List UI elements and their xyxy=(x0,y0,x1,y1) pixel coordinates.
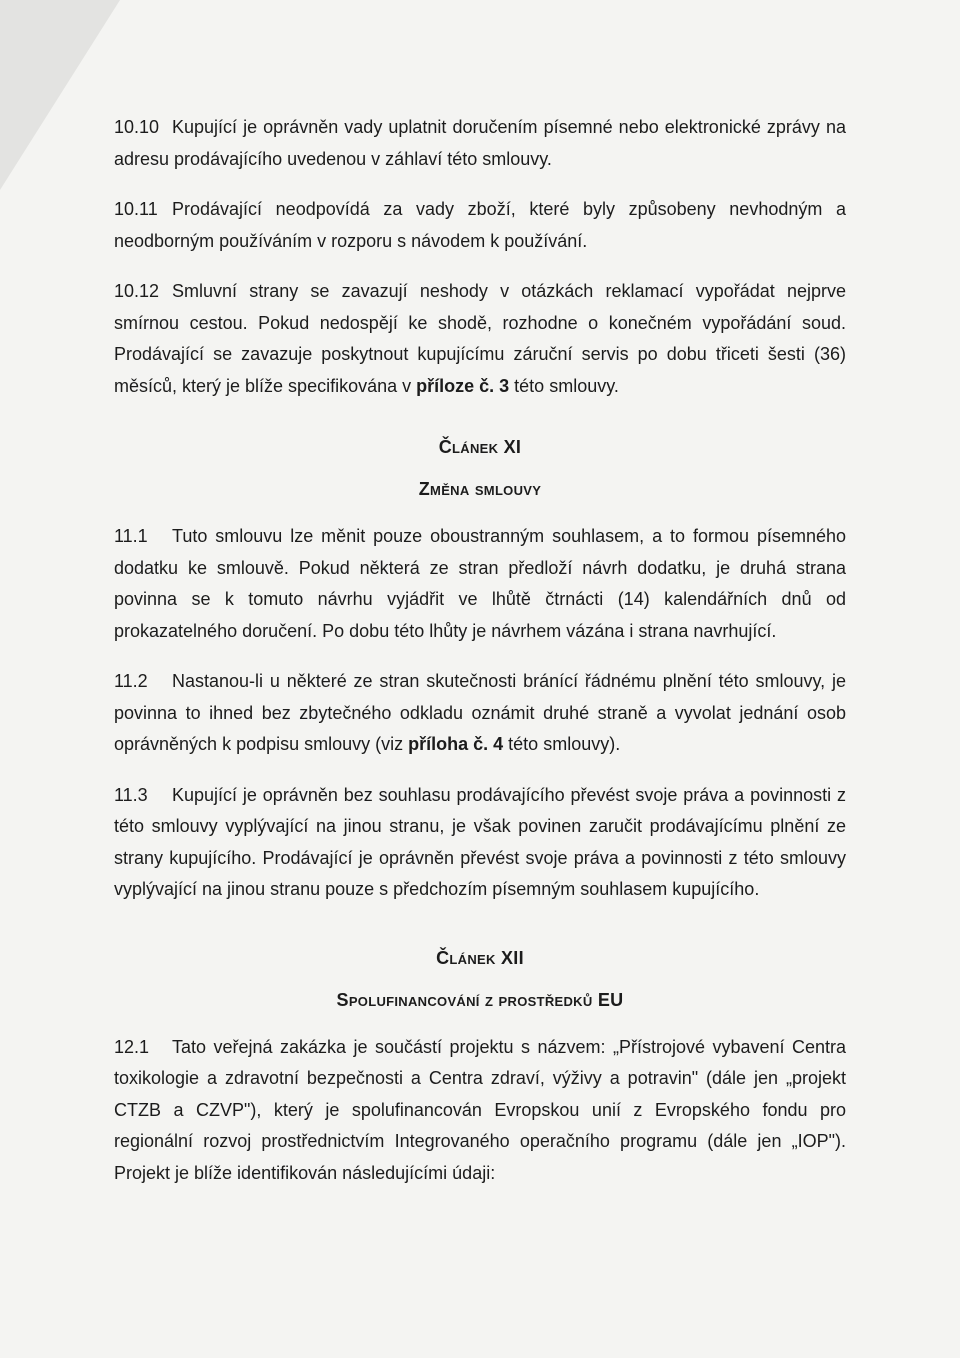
document-content xyxy=(114,112,846,1189)
clause-11-3 xyxy=(114,780,846,906)
clause-10-11 xyxy=(114,194,846,257)
annex-reference: příloha č. 4 xyxy=(408,734,504,754)
clause-text-end: této smlouvy. xyxy=(509,375,619,396)
article-subtitle: Změna smlouvy xyxy=(418,479,542,499)
clause-text: Prodávající neodpovídá za vady zboží, které byly způsobeny nevhodným a neodborným používáním v rozporu s návodem k používání. xyxy=(114,199,846,251)
article-subtitle: Spolufinancování z prostředků EU xyxy=(336,989,624,1010)
clause-text: Tato veřejná zakázka je součástí projektu s názvem: „Přístrojové vybavení Centra toxikologie a zdravotní bezpečnosti a Centra zdraví, výživy a potravin" (dále jen „projekt CTZB a CZVP"), který je spolufinancován Evropskou unií z Evropského fondu pro regionální rozvoj prostřednictvím Integrovaného operačního programu (dále jen „IOP"). Projekt je blíže identifikován následujícími údaji: xyxy=(114,1036,846,1183)
clause-text-end: této smlouvy). xyxy=(503,734,621,754)
clause-number: 11.2 xyxy=(114,671,148,691)
clause-text: Tuto smlouvu lze měnit pouze oboustranným souhlasem, a to formou písemného dodatku ke smlouvě. Pokud některá ze stran předloží návrh dodatku, je druhá strana povinna se k tomuto návrhu vyjádřit ve lhůtě čtrnácti (14) kalendářních dnů od prokazatelného doručení. Po dobu této lhůty je návrhem vázána i strana navrhující. xyxy=(114,526,846,641)
clause-12-1 xyxy=(114,1032,846,1190)
clause-10-10 xyxy=(114,112,846,175)
clause-10-12 xyxy=(114,276,846,402)
clause-number: 11.1 xyxy=(114,526,148,546)
clause-text: Smluvní strany se zavazují neshody v otázkách reklamací vypořádat nejprve smírnou cestou. Pokud nedospějí ke shodě, rozhodne o konečném vypořádání soud. Prodávající se zavazuje poskytnout kupujícímu záruční servis po dobu třiceti šesti (36) měsíců, který je blíže specifikována v xyxy=(114,281,846,396)
article-title: Článek XII xyxy=(436,947,524,968)
clause-number: 11.3 xyxy=(114,784,148,805)
page-corner-fold xyxy=(0,0,120,190)
clause-text: Nastanou-li u některé ze stran skutečnosti bránící řádnému plnění této smlouvy, je povinna to ihned bez zbytečného odkladu oznámit druhé straně a vyvolat jednání osob oprávněných k podpisu smlouvy (viz xyxy=(114,671,846,754)
clause-number: 10.12 xyxy=(114,281,160,301)
clause-number: 10.10 xyxy=(114,117,160,137)
clause-number: 12.1 xyxy=(114,1036,150,1057)
clause-text: Kupující je oprávněn vady uplatnit doručením písemné nebo elektronické zprávy na adresu prodávajícího uvedenou v záhlaví této smlouvy. xyxy=(114,117,846,169)
clause-11-1 xyxy=(114,521,846,647)
clause-11-2 xyxy=(114,666,846,761)
clause-text: Kupující je oprávněn bez souhlasu prodávajícího převést svoje práva a povinnosti z této smlouvy vyplývající na jinou stranu, je však povinen zaručit prodávajícímu plnění ze strany kupujícího. Prodávající je oprávněn převést svoje práva a povinnosti z této smlouvy vyplývající na jinou stranu pouze s předchozím písemným souhlasem kupujícího. xyxy=(114,784,846,899)
clause-number: 10.11 xyxy=(114,199,158,219)
article-title: Článek XI xyxy=(438,437,522,457)
annex-reference: příloze č. 3 xyxy=(416,375,510,396)
